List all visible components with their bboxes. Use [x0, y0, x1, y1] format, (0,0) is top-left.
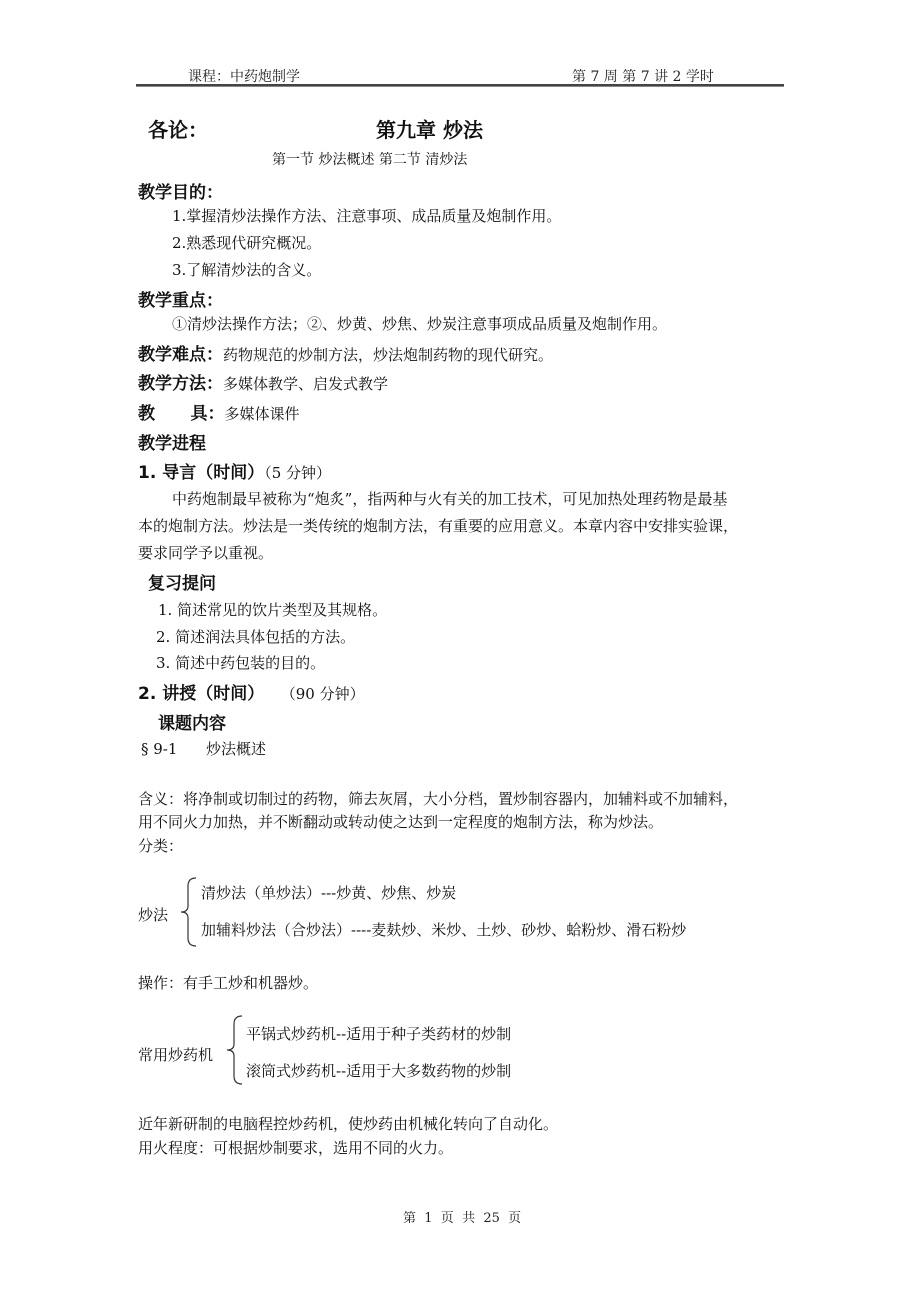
- lecture-heading: 2. 讲授（时间）: [138, 684, 265, 704]
- machine-branch: 滚筒式炒药机--适用于大多数药物的炒制: [246, 1062, 512, 1080]
- methods-row: [138, 369, 388, 394]
- key-points-label: 教学重点：: [138, 291, 223, 311]
- closing-line: 近年新研制的电脑程控炒药机，使炒药由机械化转向了自动化。: [138, 1115, 559, 1133]
- review-item: 1. 简述常见的饮片类型及其规格。: [158, 601, 388, 619]
- lecture-time: （90 分钟）: [288, 685, 365, 703]
- classification-branch: 清炒法（单炒法）---炒黄、炒焦、炒炭: [201, 884, 457, 902]
- tools-row: [138, 399, 300, 424]
- intro-time: （5 分钟）: [264, 464, 332, 482]
- lecture-heading-row: [138, 679, 365, 704]
- tools-text: 多媒体课件: [224, 405, 300, 423]
- definition-line: 用不同火力加热，并不断翻动或转动使之达到一定程度的炮制方法，称为炒法。: [138, 813, 664, 831]
- key-points-text: ①清炒法操作方法；②、炒黄、炒焦、炒炭注意事项成品质量及炮制作用。: [172, 315, 668, 333]
- intro-heading: 1. 导言（时间）: [138, 463, 265, 483]
- header-rule: [136, 84, 784, 87]
- objective-item: 3.了解清炒法的含义。: [172, 261, 322, 279]
- intro-paragraph-line: 要求同学予以重视。: [138, 544, 274, 562]
- review-item: 2. 简述润法具体包括的方法。: [156, 628, 356, 646]
- page-footer: 第 1 页 共 25 页: [403, 1211, 522, 1226]
- intro-paragraph-line: 中药炮制最早被称为“炮炙”，指两种与火有关的加工技术，可见加热处理药物是最基: [172, 490, 728, 508]
- operation-text: 操作：有手工炒和机器炒。: [138, 974, 319, 992]
- header-schedule: 第 7 周 第 7 讲 2 学时: [572, 69, 714, 85]
- difficulties-label: 教学难点：: [138, 345, 223, 365]
- review-item: 3. 简述中药包装的目的。: [156, 654, 326, 672]
- classification-label: 分类：: [138, 837, 184, 855]
- objectives-label: 教学目的：: [138, 183, 223, 203]
- classification-root: 炒法: [138, 906, 169, 924]
- section-ref: § 9-1 炒法概述: [141, 740, 267, 758]
- header-course: 课程：中药炮制学: [188, 69, 300, 85]
- methods-label: 教学方法：: [138, 374, 223, 394]
- closing-line: 用火程度：可根据炒制要求，选用不同的火力。: [138, 1139, 454, 1157]
- machine-branch: 平锅式炒药机--适用于种子类药材的炒制: [246, 1025, 512, 1043]
- difficulties-text: 药物规范的炒制方法，炒法炮制药物的现代研究。: [223, 346, 554, 364]
- objective-item: 1.掌握清炒法操作方法、注意事项、成品质量及炮制作用。: [172, 207, 562, 225]
- classification-branch: 加辅料炒法（合炒法）----麦麸炒、米炒、土炒、砂炒、蛤粉炒、滑石粉炒: [201, 921, 687, 939]
- curly-brace-icon: [176, 876, 200, 948]
- intro-heading-row: [138, 458, 331, 483]
- methods-text: 多媒体教学、启发式教学: [223, 375, 389, 393]
- difficulties-row: [138, 340, 553, 365]
- review-heading: 复习提问: [148, 574, 216, 594]
- tools-label: 教 具：: [138, 404, 225, 424]
- intro-paragraph-line: 本的炮制方法。炒法是一类传统的炮制方法，有重要的应用意义。本章内容中安排实验课，: [138, 517, 739, 535]
- definition-line: 含义：将净制或切制过的药物，筛去灰屑，大小分档，置炒制容器内，加辅料或不加辅料，: [138, 790, 739, 808]
- curly-brace-icon: [222, 1014, 246, 1086]
- section-subtitle: 第一节 炒法概述 第二节 清炒法: [272, 152, 468, 168]
- title-prefix: 各论：: [148, 118, 208, 142]
- chapter-title: 第九章 炒法: [376, 118, 483, 142]
- process-heading: 教学进程: [138, 434, 206, 454]
- machines-root: 常用炒药机: [138, 1046, 214, 1064]
- content-heading: 课题内容: [158, 714, 226, 734]
- objective-item: 2.熟悉现代研究概况。: [172, 234, 322, 252]
